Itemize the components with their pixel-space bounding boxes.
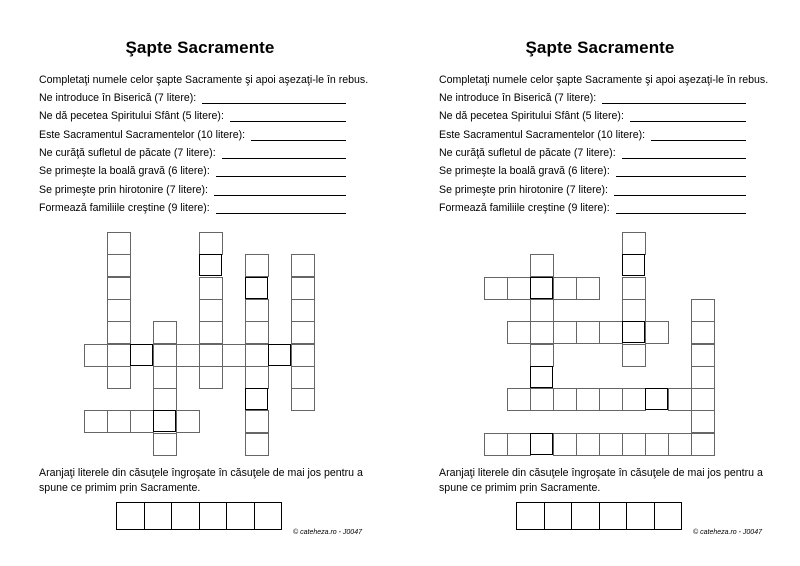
crossword-cell[interactable] xyxy=(222,344,246,367)
crossword-cell[interactable] xyxy=(199,321,223,344)
crossword-cell[interactable] xyxy=(107,254,131,277)
question-label: Ne curăţă sufletul de păcate (7 litere): xyxy=(439,146,616,159)
instruction-text: Aranjaţi literele din căsuţele îngroşate în căsuţele de mai jos pentru a spune ce primim prin Sacramente. xyxy=(39,467,363,494)
question-label: Ne dă pecetea Spiritului Sfânt (5 litere): xyxy=(39,110,224,123)
question-label: Se primeşte prin hirotonire (7 litere): xyxy=(39,183,208,196)
crossword-cell[interactable] xyxy=(668,433,692,456)
answer-box[interactable] xyxy=(626,502,655,530)
crossword-grid xyxy=(400,0,800,470)
question-label: Este Sacramentul Sacramentelor (10 litere): xyxy=(439,128,646,141)
question-label: Ne curăţă sufletul de păcate (7 litere): xyxy=(39,146,216,159)
crossword-cell-highlighted[interactable] xyxy=(530,433,553,455)
crossword-cell-highlighted[interactable] xyxy=(530,366,553,388)
crossword-cell[interactable] xyxy=(530,344,554,367)
crossword-cell[interactable] xyxy=(691,366,715,389)
crossword-cell[interactable] xyxy=(245,254,269,277)
crossword-cell[interactable] xyxy=(691,433,715,456)
crossword-cell[interactable] xyxy=(691,344,715,367)
crossword-cell[interactable] xyxy=(622,232,646,255)
crossword-cell[interactable] xyxy=(199,344,223,367)
answer-box[interactable] xyxy=(654,502,683,530)
crossword-cell[interactable] xyxy=(245,433,269,456)
question-label: Ne introduce în Biserică (7 litere): xyxy=(39,92,197,104)
answer-box[interactable] xyxy=(571,502,600,530)
question-label: Ne introduce în Biserică (7 litere): xyxy=(439,92,597,104)
crossword-cell[interactable] xyxy=(153,366,177,389)
crossword-cell[interactable] xyxy=(245,410,269,433)
crossword-cell[interactable] xyxy=(622,388,646,411)
crossword-cell[interactable] xyxy=(484,433,508,456)
crossword-cell[interactable] xyxy=(553,321,577,344)
crossword-cell[interactable] xyxy=(530,299,554,322)
crossword-cell[interactable] xyxy=(245,366,269,389)
crossword-cell[interactable] xyxy=(530,254,554,277)
question-label: Se primeşte la boală gravă (6 litere): xyxy=(39,165,210,178)
crossword-cell[interactable] xyxy=(291,299,315,322)
crossword-cell-highlighted[interactable] xyxy=(530,277,553,299)
crossword-cell[interactable] xyxy=(599,388,623,411)
crossword-cell[interactable] xyxy=(245,299,269,322)
crossword-cell[interactable] xyxy=(245,321,269,344)
crossword-cell-highlighted[interactable] xyxy=(199,254,222,276)
worksheet-page-right xyxy=(400,0,800,566)
crossword-cell[interactable] xyxy=(84,410,108,433)
crossword-cell[interactable] xyxy=(130,410,154,433)
crossword-cell[interactable] xyxy=(691,410,715,433)
crossword-cell[interactable] xyxy=(691,321,715,344)
crossword-cell[interactable] xyxy=(291,321,315,344)
crossword-cell[interactable] xyxy=(153,388,177,411)
crossword-cell[interactable] xyxy=(199,299,223,322)
crossword-cell[interactable] xyxy=(153,321,177,344)
crossword-cell[interactable] xyxy=(622,433,646,456)
instruction-text: Aranjaţi literele din căsuţele îngroşate în căsuţele de mai jos pentru a spune ce primim prin Sacramente. xyxy=(439,467,763,494)
crossword-cell[interactable] xyxy=(176,344,200,367)
crossword-cell[interactable] xyxy=(153,433,177,456)
answer-box[interactable] xyxy=(544,502,573,530)
page-title: Şapte Sacramente xyxy=(125,38,275,57)
question-label: Este Sacramentul Sacramentelor (10 litere): xyxy=(39,128,246,141)
crossword-cell[interactable] xyxy=(507,433,531,456)
crossword-cell[interactable] xyxy=(691,299,715,322)
crossword-cell[interactable] xyxy=(245,344,269,367)
question-label: Ne dă pecetea Spiritului Sfânt (5 litere): xyxy=(439,110,624,123)
answer-box[interactable] xyxy=(254,502,283,530)
crossword-cell[interactable] xyxy=(576,388,600,411)
question-label: Se primeşte prin hirotonire (7 litere): xyxy=(439,183,608,196)
crossword-cell[interactable] xyxy=(599,321,623,344)
copyright-text: © cateheza.ro - J0047 xyxy=(693,529,762,536)
crossword-cell[interactable] xyxy=(576,433,600,456)
crossword-cell-highlighted[interactable] xyxy=(130,344,153,366)
crossword-cell[interactable] xyxy=(622,299,646,322)
answer-box[interactable] xyxy=(226,502,255,530)
crossword-cell[interactable] xyxy=(530,321,554,344)
crossword-cell[interactable] xyxy=(622,344,646,367)
answer-box[interactable] xyxy=(116,502,145,530)
answer-box[interactable] xyxy=(199,502,228,530)
crossword-cell[interactable] xyxy=(484,277,508,300)
crossword-cell-highlighted[interactable] xyxy=(153,410,176,432)
crossword-cell[interactable] xyxy=(199,366,223,389)
crossword-cell[interactable] xyxy=(199,232,223,255)
answer-box[interactable] xyxy=(516,502,545,530)
crossword-cell[interactable] xyxy=(84,344,108,367)
crossword-cell[interactable] xyxy=(291,366,315,389)
question-label: Formează familiile creştine (9 litere): xyxy=(39,201,210,214)
crossword-cell[interactable] xyxy=(107,344,131,367)
answer-box[interactable] xyxy=(144,502,173,530)
crossword-cell[interactable] xyxy=(530,388,554,411)
page-title: Şapte Sacramente xyxy=(525,38,675,57)
crossword-cell[interactable] xyxy=(107,299,131,322)
answer-boxes xyxy=(117,502,282,529)
crossword-cell[interactable] xyxy=(107,277,131,300)
crossword-cell[interactable] xyxy=(107,366,131,389)
intro-text: Completaţi numele celor şapte Sacramente şi apoi aşezaţi-le în rebus. xyxy=(39,74,369,86)
crossword-grid xyxy=(0,0,400,470)
crossword-cell[interactable] xyxy=(668,388,692,411)
crossword-cell[interactable] xyxy=(553,277,577,300)
answer-box[interactable] xyxy=(171,502,200,530)
crossword-cell[interactable] xyxy=(507,388,531,411)
question-label: Se primeşte la boală gravă (6 litere): xyxy=(439,165,610,178)
crossword-cell-highlighted[interactable] xyxy=(622,254,645,276)
crossword-cell[interactable] xyxy=(291,277,315,300)
crossword-cell[interactable] xyxy=(507,277,531,300)
crossword-cell[interactable] xyxy=(291,254,315,277)
crossword-cell[interactable] xyxy=(176,410,200,433)
crossword-cell-highlighted[interactable] xyxy=(645,388,668,410)
question-label: Formează familiile creştine (9 litere): xyxy=(439,201,610,214)
crossword-cell[interactable] xyxy=(153,344,177,367)
crossword-cell[interactable] xyxy=(107,232,131,255)
crossword-cell[interactable] xyxy=(199,277,223,300)
crossword-cell[interactable] xyxy=(599,433,623,456)
crossword-cell[interactable] xyxy=(576,277,600,300)
answer-boxes xyxy=(517,502,682,529)
crossword-cell[interactable] xyxy=(107,410,131,433)
crossword-cell[interactable] xyxy=(645,321,669,344)
answer-box[interactable] xyxy=(599,502,628,530)
crossword-cell[interactable] xyxy=(507,321,531,344)
crossword-cell[interactable] xyxy=(291,388,315,411)
crossword-cell-highlighted[interactable] xyxy=(245,388,268,410)
crossword-cell[interactable] xyxy=(691,388,715,411)
crossword-cell[interactable] xyxy=(107,321,131,344)
crossword-cell-highlighted[interactable] xyxy=(622,321,645,343)
crossword-cell[interactable] xyxy=(553,433,577,456)
crossword-cell[interactable] xyxy=(553,388,577,411)
copyright-text: © cateheza.ro - J0047 xyxy=(293,529,362,536)
crossword-cell[interactable] xyxy=(576,321,600,344)
crossword-cell[interactable] xyxy=(291,344,315,367)
crossword-cell[interactable] xyxy=(645,433,669,456)
crossword-cell[interactable] xyxy=(622,277,646,300)
intro-text: Completaţi numele celor şapte Sacramente şi apoi aşezaţi-le în rebus. xyxy=(439,74,769,86)
crossword-cell-highlighted[interactable] xyxy=(268,344,291,366)
crossword-cell-highlighted[interactable] xyxy=(245,277,268,299)
